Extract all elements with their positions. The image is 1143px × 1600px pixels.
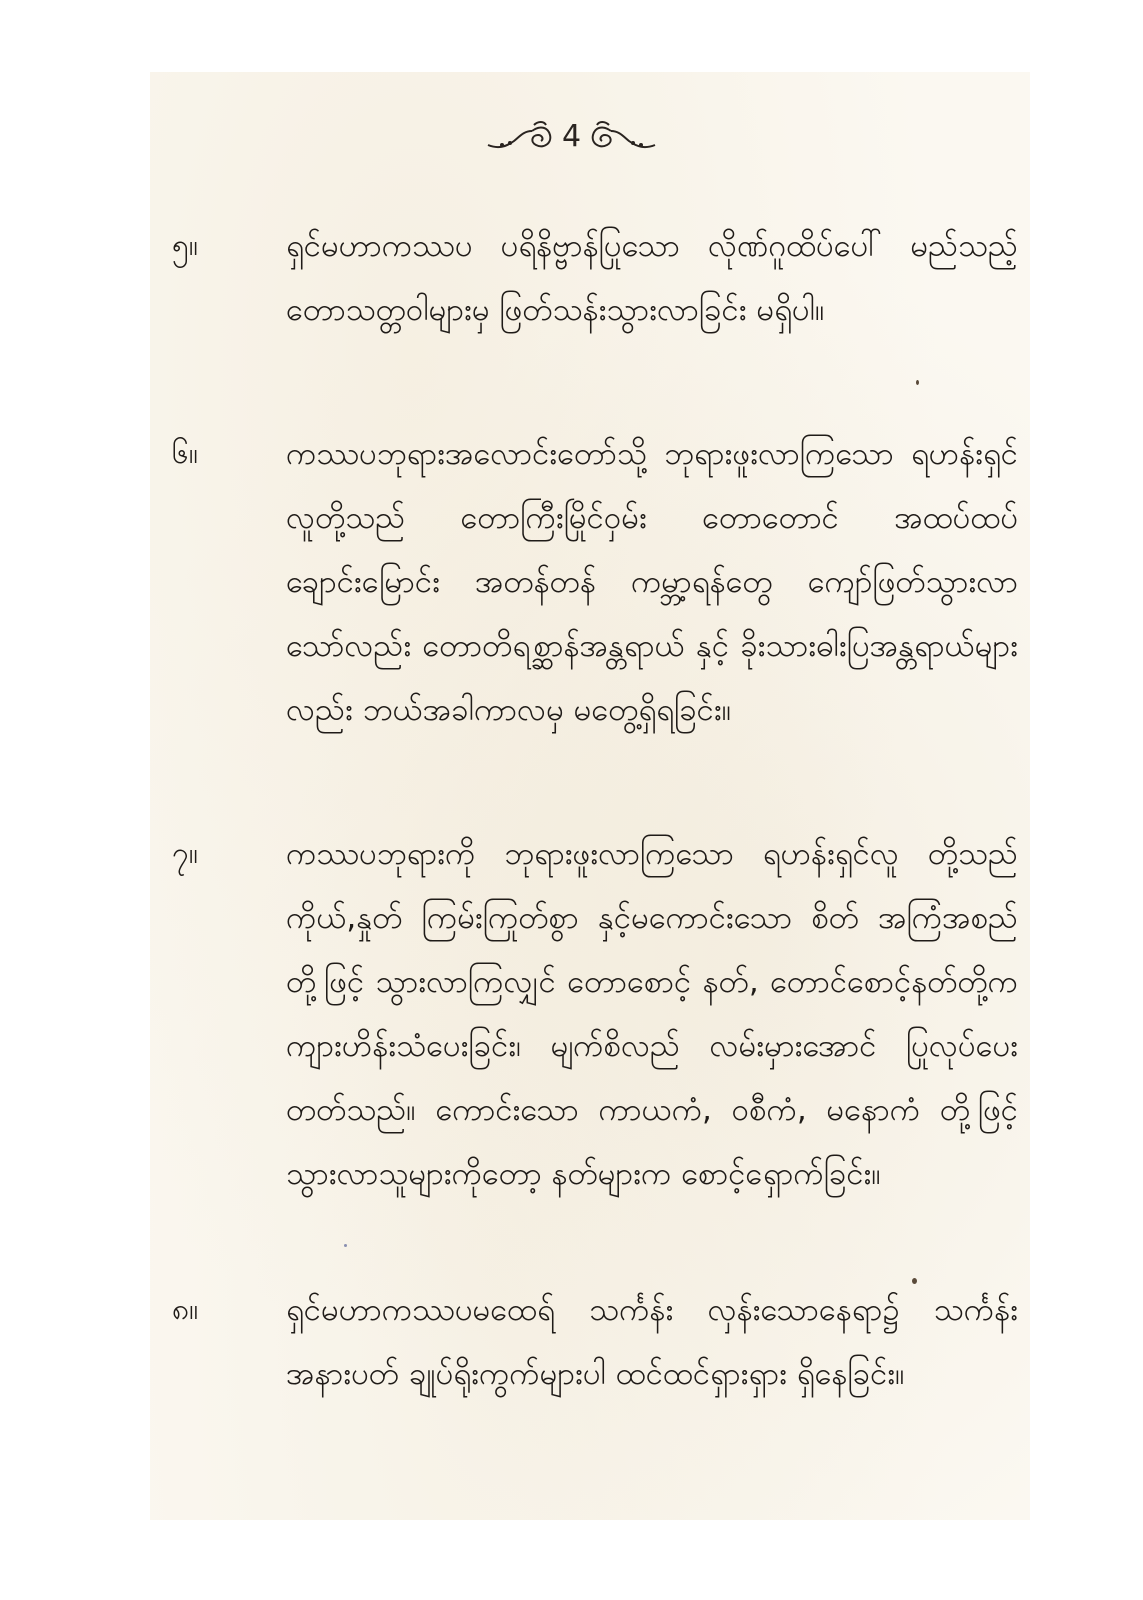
- right-flourish-icon: [589, 119, 659, 155]
- item-text: ကဿပဘုရားအလောင်းတော်သို့ ဘုရားဖူးလာကြသော ရဟန်းရှင်လူတို့သည် တောကြီးမြိုင်ဝှမ်း တောတောင် အထပ်ထပ် ချောင်းမြောင်း အတန်တန် ကမ္ဘာ့ရန်တွေ ကျော်ဖြတ်သွားလာသော်လည်း တောတိရစ္ဆာန်အန္တရာယ် နှင့် ခိုးသားဓါးပြအန္တရာယ်များလည်း ဘယ်အခါကာလမှ မတွေ့ရှိရခြင်း။: [286, 436, 1018, 728]
- item-number: ၈။: [172, 1292, 199, 1327]
- item-number: ၆။: [172, 436, 198, 471]
- item-number: ၇။: [172, 836, 198, 871]
- print-speck: [344, 1244, 347, 1247]
- page-header: [0, 112, 1143, 162]
- item-number: ၅။: [172, 228, 198, 263]
- left-flourish-icon: [484, 119, 554, 155]
- page-number: 4: [561, 119, 582, 154]
- print-speck: [912, 1278, 917, 1284]
- item-text: ရှင်မဟာကဿပမထေရ် သင်္ကန်း လှန်းသောနေရာ၌ သင်္ကန်းအနားပတ် ချုပ်ရိုးကွက်များပါ ထင်ထင်ရှားရှား ရှိနေခြင်း။: [286, 1292, 1018, 1392]
- print-speck: [916, 380, 919, 385]
- item-text: ကဿပဘုရားကို ဘုရားဖူးလာကြသော ရဟန်းရှင်လူ တို့သည် ကိုယ်,နှုတ် ကြမ်းကြုတ်စွာ နှင့်မကောင်းသော စိတ် အကြံအစည်တို့ဖြင့် သွားလာကြလျှင် တောစောင့် နတ်, တောင်စောင့်နတ်တို့က ကျားဟိန်းသံပေးခြင်း၊ မျက်စိလည် လမ်းမှားအောင် ပြုလုပ်ပေးတတ်သည်။ ကောင်းသော ကာယကံ, ဝစီကံ, မနောကံ တို့ဖြင့် သွားလာသူများကိုတော့ နတ်များက စောင့်ရှောက်ခြင်း။: [286, 836, 1018, 1192]
- item-text: ရှင်မဟာကဿပ ပရိနိဗ္ဗာန်ပြုသော လိုဏ်ဂူထိပ်ပေါ် မည်သည့်တောသတ္တဝါများမှ ဖြတ်သန်းသွားလာခြင်း မရှိပါ။: [286, 228, 1018, 328]
